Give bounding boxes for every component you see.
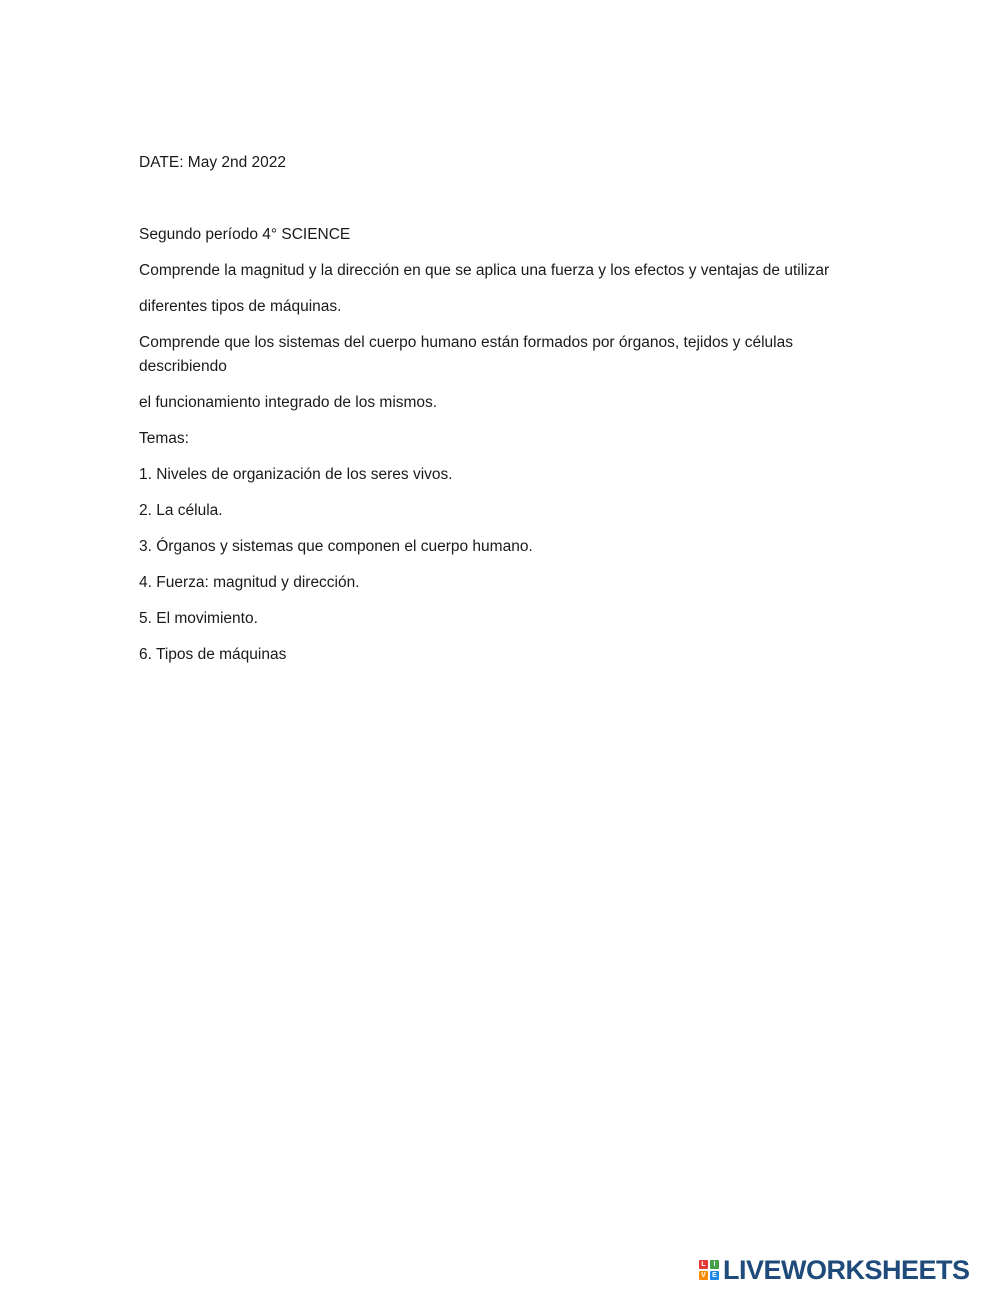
paragraph-body-systems-objective: Comprende que los sistemas del cuerpo humano están formados por órganos, tejidos y células describiendo	[139, 334, 793, 375]
paragraph-machines: diferentes tipos de máquinas.	[139, 298, 342, 315]
document-heading: Segundo período 4° SCIENCE	[139, 226, 351, 243]
logo-block: L	[699, 1260, 708, 1269]
topics-label: Temas:	[139, 430, 189, 447]
logo-block: E	[710, 1271, 719, 1280]
topic-item: 3. Órganos y sistemas que componen el cuerpo humano.	[139, 538, 533, 555]
topic-item: 6. Tipos de máquinas	[139, 646, 287, 663]
topics-list	[139, 463, 839, 667]
topic-item: 5. El movimiento.	[139, 610, 258, 627]
logo-blocks-icon	[699, 1260, 719, 1280]
liveworksheets-logo	[699, 1257, 970, 1283]
logo-block: V	[699, 1271, 708, 1280]
topic-item: 2. La célula.	[139, 502, 223, 519]
topic-item: 1. Niveles de organización de los seres vivos.	[139, 466, 453, 483]
document-body	[139, 151, 839, 679]
logo-block: I	[710, 1260, 719, 1269]
topic-item: 4. Fuerza: magnitud y dirección.	[139, 574, 360, 591]
paragraph-integrated-function: el funcionamiento integrado de los mismos.	[139, 394, 438, 411]
paragraph-force-objective: Comprende la magnitud y la dirección en que se aplica una fuerza y los efectos y ventajas de utilizar	[139, 262, 830, 279]
document-date: DATE: May 2nd 2022	[139, 154, 287, 171]
logo-text: LIVEWORKSHEETS	[723, 1255, 970, 1285]
